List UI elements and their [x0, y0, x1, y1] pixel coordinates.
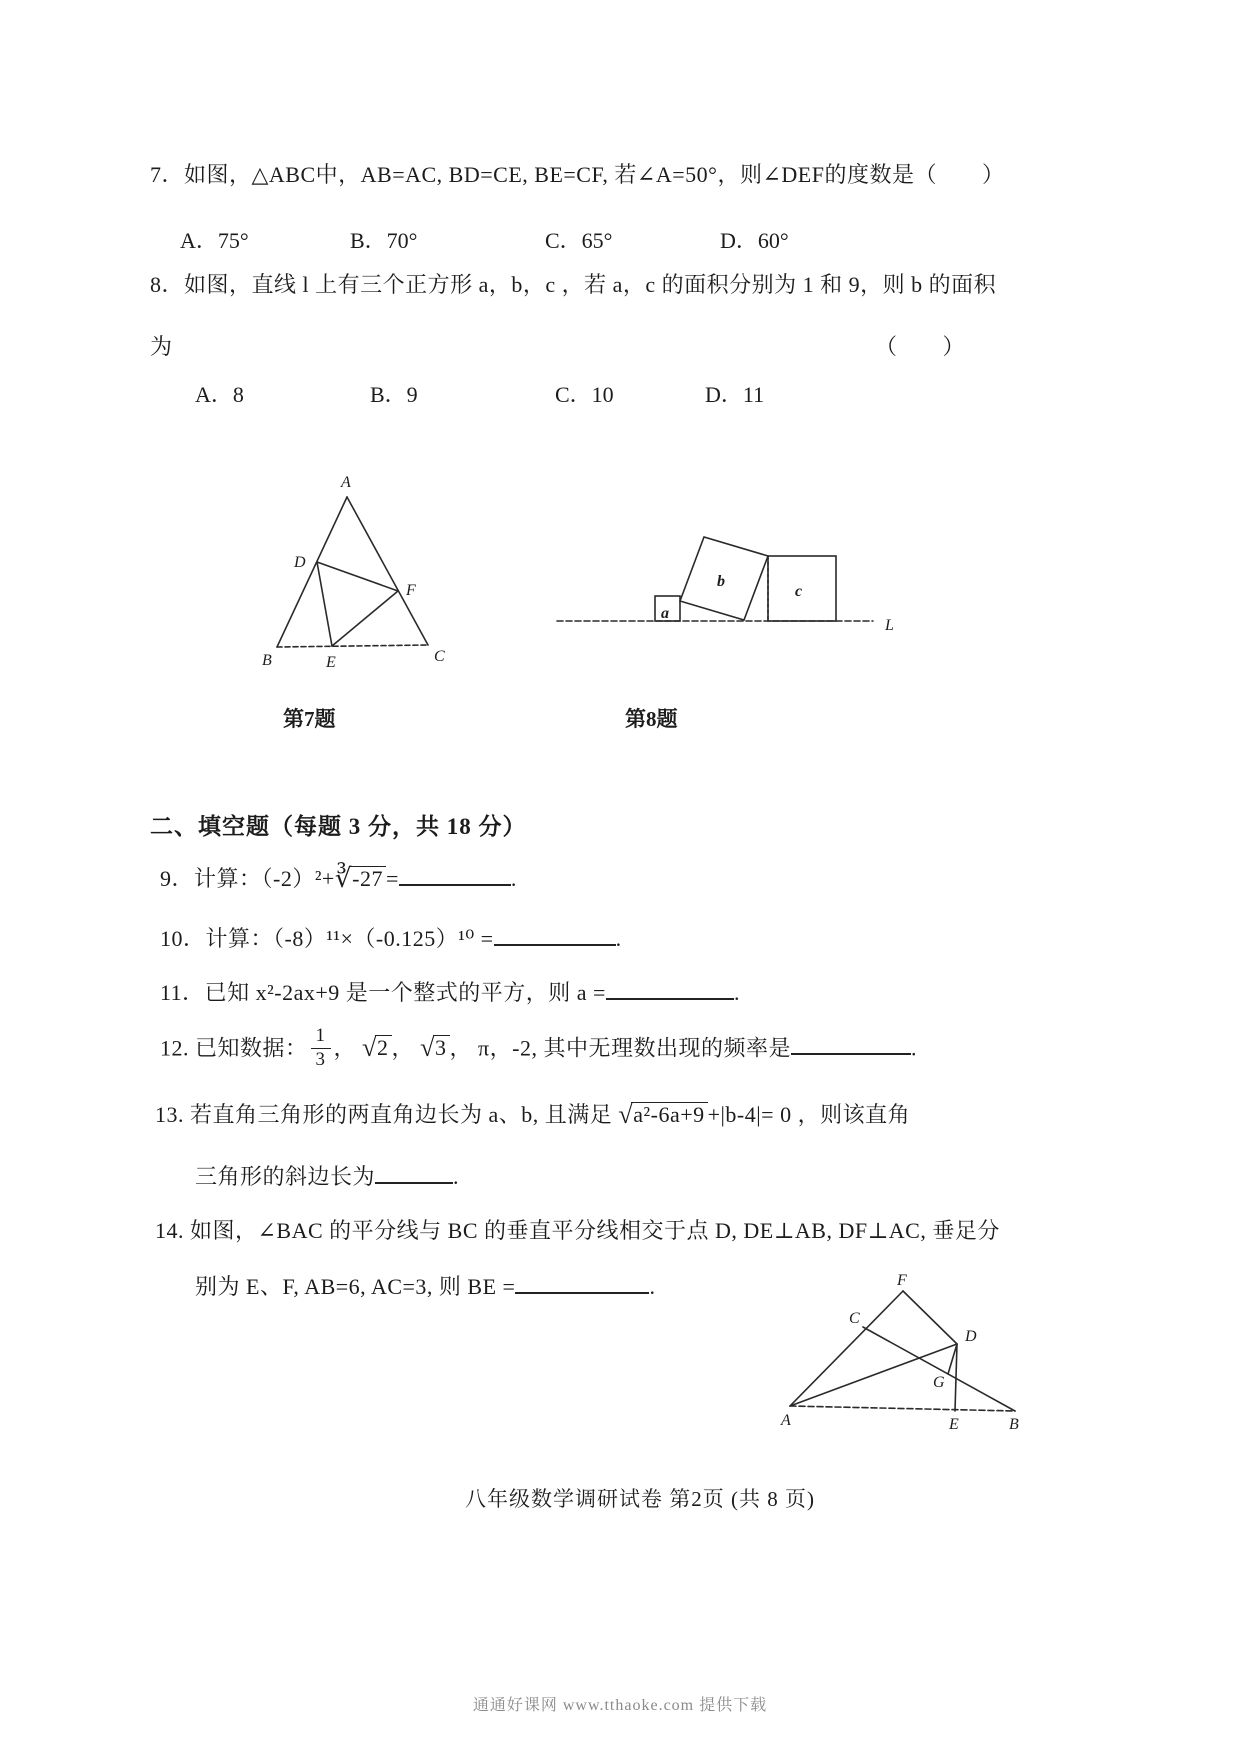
- q8-text-line1: 8．如图，直线 l 上有三个正方形 a，b，c ，若 a，c 的面积分别为 1 和 9，则 b 的面积: [150, 272, 997, 297]
- q10-answer-blank: [494, 923, 616, 946]
- vertex-label-f: F: [406, 582, 416, 599]
- vertex-label-g: G: [933, 1374, 945, 1391]
- page-footer: 八年级数学调研试卷 第2页 (共 8 页): [465, 1487, 815, 1511]
- fraction-one-third: [311, 1026, 331, 1071]
- sqrt-sign-q13: √: [618, 1099, 634, 1129]
- q9-text: [160, 862, 517, 893]
- q7-text: 7．如图，△ABC中，AB=AC, BD=CE, BE=CF, 若∠A=50°，则∠DEF的度数是（ ）: [150, 162, 1005, 187]
- q7-option-a: A．75°: [180, 228, 249, 253]
- square-b-label: b: [717, 573, 725, 590]
- q8-option-c: C．10: [555, 382, 614, 407]
- sqrt-sign-3: √: [420, 1032, 436, 1063]
- q13-tail: +|b-4|= 0 ，则该直角: [707, 1102, 911, 1127]
- square-a-label: a: [661, 605, 669, 622]
- q8-option-d: D．11: [705, 382, 765, 407]
- vertex-label-f: F: [897, 1272, 907, 1289]
- q12-prefix: 12. 已知数据：: [160, 1035, 308, 1061]
- q14-text-line1: 14. 如图，∠BAC 的平分线与 BC 的垂直平分线相交于点 D, DE⊥AB, DF⊥AC, 垂足分: [155, 1218, 1000, 1243]
- fig7-caption: 第7题: [283, 707, 336, 731]
- vertex-label-e: E: [949, 1416, 959, 1433]
- q11-answer-blank: [606, 977, 734, 1000]
- q12-comma2: ，: [391, 1035, 415, 1061]
- q7-option-d: D．60°: [720, 228, 789, 253]
- q7-option-c: C．65°: [545, 228, 613, 253]
- watermark-text: 通通好课网 www.tthaoke.com 提供下载: [472, 1697, 768, 1714]
- q7-option-b: B．70°: [350, 228, 418, 253]
- vertex-label-d: D: [294, 554, 306, 571]
- q13-text-line1: [155, 1098, 910, 1129]
- square-c-label: c: [795, 583, 803, 600]
- q12-comma1: ，: [333, 1035, 357, 1061]
- q13-text-line2: [195, 1160, 459, 1191]
- q12-tail: ， π，-2, 其中无理数出现的频率是: [449, 1035, 791, 1061]
- vertex-label-b: B: [262, 652, 272, 669]
- q9-formula-prefix: 9．计算：（-2）²+: [160, 866, 335, 891]
- vertex-label-d: D: [965, 1328, 977, 1345]
- cube-root-sign: ∛: [334, 863, 353, 893]
- vertex-label-c: C: [434, 648, 445, 665]
- q11-text: [160, 976, 740, 1007]
- q14-answer-blank: [515, 1271, 649, 1294]
- q11-formula: 11．已知 x²-2ax+9 是一个整式的平方，则 a =: [160, 980, 606, 1005]
- q12-radicand-2: 2: [375, 1035, 392, 1060]
- q9-period: .: [510, 866, 517, 891]
- q13-answer-blank: [375, 1161, 453, 1184]
- q10-text: [160, 922, 622, 953]
- vertex-label-b: B: [1009, 1416, 1019, 1433]
- q14-period: .: [649, 1274, 656, 1299]
- q13-prefix: 13. 若直角三角形的两直角边长为 a、b, 且满足: [155, 1102, 619, 1127]
- vertex-label-e: E: [326, 654, 336, 671]
- q8-option-b: B．9: [370, 382, 418, 407]
- q10-formula: 10．计算：（-8）¹¹×（-0.125）¹⁰ =: [160, 926, 494, 951]
- vertex-label-a: A: [781, 1412, 791, 1429]
- fraction-denominator: 3: [315, 1048, 326, 1070]
- q12-period: .: [910, 1035, 917, 1061]
- fig14-triangle: [765, 1272, 1045, 1445]
- q8-answer-bracket: （ ）: [875, 334, 966, 359]
- q8-text-line2: 为: [150, 334, 173, 359]
- q12-answer-blank: [791, 1033, 911, 1056]
- vertex-label-c: C: [849, 1310, 860, 1327]
- q13-line2-text: 三角形的斜边长为: [195, 1164, 376, 1189]
- q10-period: .: [615, 926, 622, 951]
- vertex-label-a: A: [341, 474, 351, 491]
- q12-text: [160, 1025, 917, 1073]
- q8-option-a: A．8: [195, 382, 244, 407]
- section2-title: 二、填空题（每题 3 分，共 18 分）: [150, 814, 527, 839]
- line-l-label: L: [885, 617, 894, 634]
- q13-period: .: [453, 1164, 460, 1189]
- fig7-triangle: [180, 425, 470, 675]
- sqrt-sign-2: √: [362, 1032, 378, 1063]
- q9-equals: =: [386, 866, 399, 891]
- q14-line2-text: 别为 E、F, AB=6, AC=3, 则 BE =: [195, 1274, 516, 1299]
- q11-period: .: [733, 980, 740, 1005]
- q12-radicand-3: 3: [433, 1035, 450, 1060]
- q9-radicand: -27: [350, 866, 386, 891]
- fraction-numerator: 1: [311, 1026, 331, 1049]
- fig8-caption: 第8题: [625, 707, 678, 731]
- q13-radicand: a²-6a+9: [631, 1102, 707, 1127]
- fig8-squares: [555, 468, 905, 643]
- q14-text-line2: [195, 1270, 655, 1301]
- q9-answer-blank: [399, 863, 511, 886]
